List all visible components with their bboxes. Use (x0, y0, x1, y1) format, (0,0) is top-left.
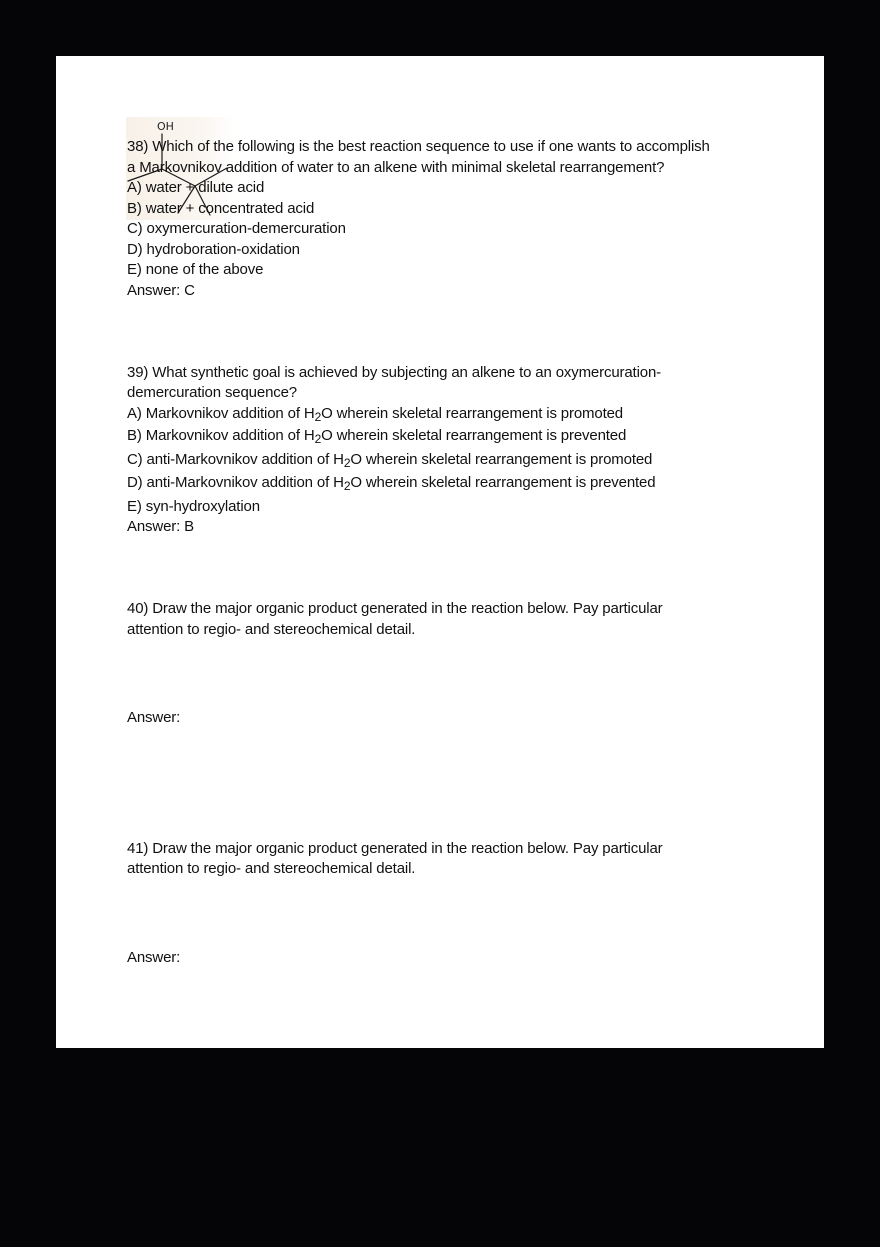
question-38-line-1: 38) Which of the following is the best reaction sequence to use if one wants to accomplish (127, 138, 710, 155)
question-39-answer: Answer: B (127, 518, 195, 535)
question-38-answer: Answer: C (127, 282, 195, 299)
question-38-option-d: D) hydroboration-oxidation (127, 241, 300, 258)
question-39-line-1: 39) What synthetic goal is achieved by subjecting an alkene to an oxymercuration- (127, 364, 661, 381)
question-40-answer: Answer: (127, 709, 181, 726)
question-39-line-2: demercuration sequence? (127, 384, 297, 401)
hydroxyl-label: OH (157, 120, 174, 133)
question-41-line-1: 41) Draw the major organic product generated in the reaction below. Pay particular (127, 840, 663, 857)
question-38-option-b: B) water + concentrated acid (127, 200, 315, 217)
question-39-option-b: B) Markovnikov addition of $H_2O$ wherein skeletal rearrangement is prevented (127, 427, 627, 446)
question-40-line-1: 40) Draw the major organic product generated in the reaction below. Pay particular (127, 600, 663, 617)
question-41-line-2: attention to regio- and stereochemical detail. (127, 860, 416, 877)
question-38-option-e: E) none of the above (127, 261, 264, 278)
question-39-option-c: C) anti-Markovnikov addition of $H_2O$ wherein skeletal rearrangement is promoted (127, 451, 653, 470)
question-38-line-2: a Markovnikov addition of water to an alkene with minimal skeletal rearrangement? (127, 159, 665, 176)
question-39-option-a: A) Markovnikov addition of $H_2O$ wherein skeletal rearrangement is promoted (127, 405, 623, 424)
question-39-option-d: D) anti-Markovnikov addition of $H_2O$ wherein skeletal rearrangement is prevented (127, 474, 656, 493)
question-38-option-a: A) water + dilute acid (127, 179, 265, 196)
question-41-answer: Answer: (127, 949, 181, 966)
question-39-option-e: E) syn-hydroxylation (127, 498, 260, 515)
question-38-option-c: C) oxymercuration-demercuration (127, 220, 346, 237)
question-40-line-2: attention to regio- and stereochemical detail. (127, 621, 416, 638)
